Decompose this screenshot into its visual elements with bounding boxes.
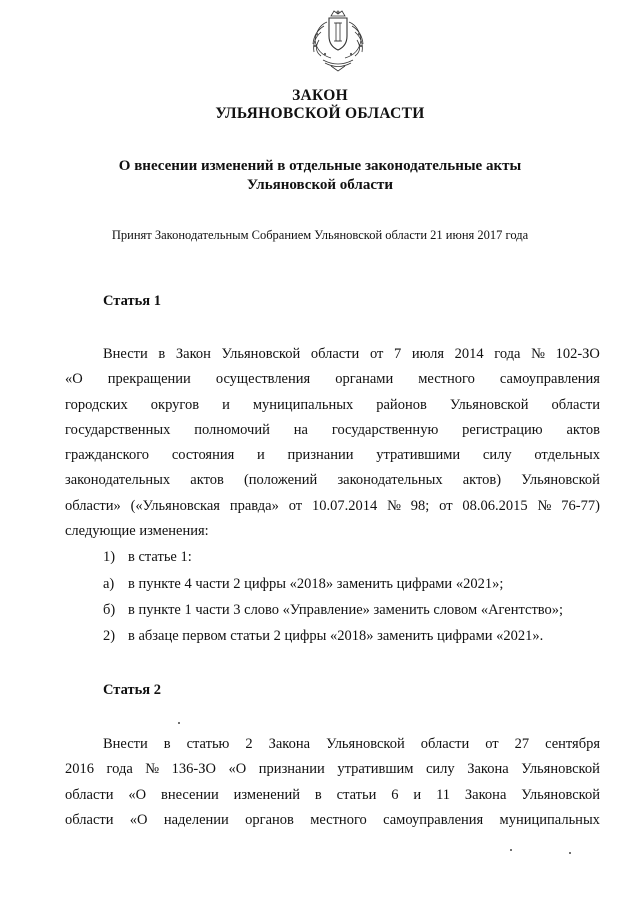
word: изменений: [233, 786, 300, 803]
word: «О: [65, 371, 83, 388]
word: государственных: [65, 421, 171, 438]
law-subject-line1: О внесении изменений в отдельные законодательные акты: [118, 158, 522, 174]
word: №: [531, 346, 545, 362]
word: «О: [128, 786, 147, 803]
article-1-item-a: [103, 572, 503, 597]
word: Закона: [464, 786, 507, 803]
article1-line: [65, 367, 600, 392]
word: июля: [411, 346, 444, 362]
law-title-line2: УЛЬЯНОВСКОЙ ОБЛАСТИ: [215, 105, 425, 122]
word: 76-77): [561, 497, 600, 514]
word: 136-ЗО: [171, 761, 216, 778]
article1-line: [65, 342, 600, 367]
word: в: [314, 786, 322, 803]
word: и: [257, 447, 265, 464]
list-marker: 1): [103, 549, 116, 565]
article2-line: [65, 808, 600, 833]
article-1-paragraph: [65, 342, 600, 544]
article1-line: [65, 494, 600, 519]
article1-line: [65, 418, 600, 443]
word: городских: [65, 396, 128, 413]
article1-line: [65, 393, 600, 418]
word: статью: [186, 736, 230, 752]
word: от: [288, 497, 303, 514]
list-text: в статье 1:: [128, 549, 192, 565]
word: области»: [65, 497, 121, 514]
word: наделении: [163, 811, 229, 828]
word: органов: [245, 811, 294, 828]
word: самоуправления: [499, 371, 600, 388]
word: силу: [482, 447, 512, 464]
word: районов: [376, 396, 427, 413]
word: Ульяновской: [221, 346, 301, 362]
word: года: [494, 346, 521, 362]
article-1-item-1: [103, 545, 192, 570]
word: в: [158, 346, 166, 362]
word: внесении: [161, 786, 219, 803]
word: правда»: [229, 497, 279, 514]
article-1-last-line: следующие изменения:: [65, 523, 209, 540]
word: актов): [462, 472, 502, 489]
word: утратившим: [337, 761, 414, 778]
word: на: [293, 421, 308, 438]
scan-speck: [510, 849, 512, 851]
word: года: [106, 761, 133, 778]
word: 11: [436, 786, 451, 803]
word: 10.07.2014: [311, 497, 378, 514]
law-subject-line2: Ульяновской области: [246, 177, 394, 193]
word: 98;: [410, 497, 430, 514]
word: области: [551, 396, 600, 413]
word: силу: [425, 761, 455, 778]
word: состояния: [171, 447, 235, 464]
list-marker: 2): [103, 628, 116, 644]
word: Закон: [175, 346, 211, 362]
word: 2016: [65, 761, 94, 778]
word: актов: [190, 472, 224, 489]
word: округов: [150, 396, 200, 413]
scan-speck: [569, 852, 571, 854]
word: («Ульяновская: [130, 497, 220, 514]
article-1-heading: Статья 1: [103, 293, 161, 309]
list-marker: б): [103, 602, 116, 618]
word: Ульяновской: [326, 736, 405, 752]
word: от: [439, 497, 453, 514]
word: Закона: [268, 736, 311, 752]
word: актов: [566, 421, 600, 438]
word: области: [65, 811, 114, 828]
word: признании: [287, 447, 354, 464]
list-marker: а): [103, 576, 115, 592]
article2-line: [65, 757, 600, 782]
word: полномочий: [194, 421, 270, 438]
word: регистрацию: [462, 421, 543, 438]
word: 2: [245, 736, 253, 752]
word: признании: [258, 761, 325, 778]
word: утратившими: [376, 447, 461, 464]
word: сентября: [545, 736, 600, 752]
scan-speck: [178, 722, 180, 724]
word: (положений: [243, 472, 318, 489]
article1-line: [65, 443, 600, 468]
word: местного: [310, 811, 367, 828]
article-2-paragraph: [65, 732, 600, 833]
word: отдельных: [534, 447, 600, 464]
law-title-line1: ЗАКОН: [292, 87, 348, 104]
word: области: [310, 346, 360, 362]
word: «О: [129, 811, 148, 828]
word: области: [420, 736, 470, 752]
word: Ульяновской: [521, 786, 600, 803]
word: №: [145, 761, 160, 778]
article-2-heading: Статья 2: [103, 682, 161, 698]
word: Ульяновской: [521, 761, 600, 778]
word: 6: [391, 786, 399, 803]
adoption-note: Принят Законодательным Собранием Ульяновской области 21 июня 2017 года: [111, 228, 529, 242]
word: местного: [418, 371, 475, 388]
article2-line: [65, 732, 600, 757]
word: 2014: [454, 346, 484, 362]
word: статьи: [336, 786, 377, 803]
word: 08.06.2015: [462, 497, 528, 514]
word: законодательных: [337, 472, 443, 489]
word: области: [65, 786, 114, 803]
word: Внести: [103, 736, 148, 752]
word: муниципальных: [252, 396, 354, 413]
word: и: [413, 786, 422, 803]
word: и: [222, 396, 230, 413]
list-text: в абзаце первом статьи 2 цифры «2018» заменить цифрами «2021».: [128, 628, 544, 644]
article-1-item-2: [103, 624, 543, 649]
word: государственную: [331, 421, 439, 438]
word: самоуправления: [383, 811, 484, 828]
word: органами: [335, 371, 394, 388]
word: от: [369, 346, 384, 362]
word: Ульяновской: [449, 396, 529, 413]
word: осуществления: [215, 371, 311, 388]
word: №: [537, 497, 552, 514]
word: муниципальных: [499, 811, 600, 828]
word: гражданского: [65, 447, 150, 464]
word: от: [485, 736, 499, 752]
word: законодательных: [65, 472, 171, 489]
word: в: [163, 736, 171, 752]
word: «О: [228, 761, 247, 778]
word: 102-ЗО: [555, 346, 600, 362]
word: прекращении: [107, 371, 191, 388]
word: 7: [393, 346, 402, 362]
word: №: [387, 497, 401, 514]
list-text: в пункте 1 части 3 слово «Управление» заменить словом «Агентство»;: [128, 602, 564, 618]
article1-line: [65, 468, 600, 493]
word: Закона: [467, 761, 509, 778]
word: Ульяновской: [521, 472, 600, 489]
list-text: в пункте 4 части 2 цифры «2018» заменить цифрами «2021»;: [128, 576, 504, 592]
word: 27: [514, 736, 530, 752]
coat-of-arms-icon: [301, 10, 375, 72]
article-1-item-b: [103, 598, 563, 623]
word: Внести: [103, 346, 148, 362]
article2-line: [65, 783, 600, 808]
